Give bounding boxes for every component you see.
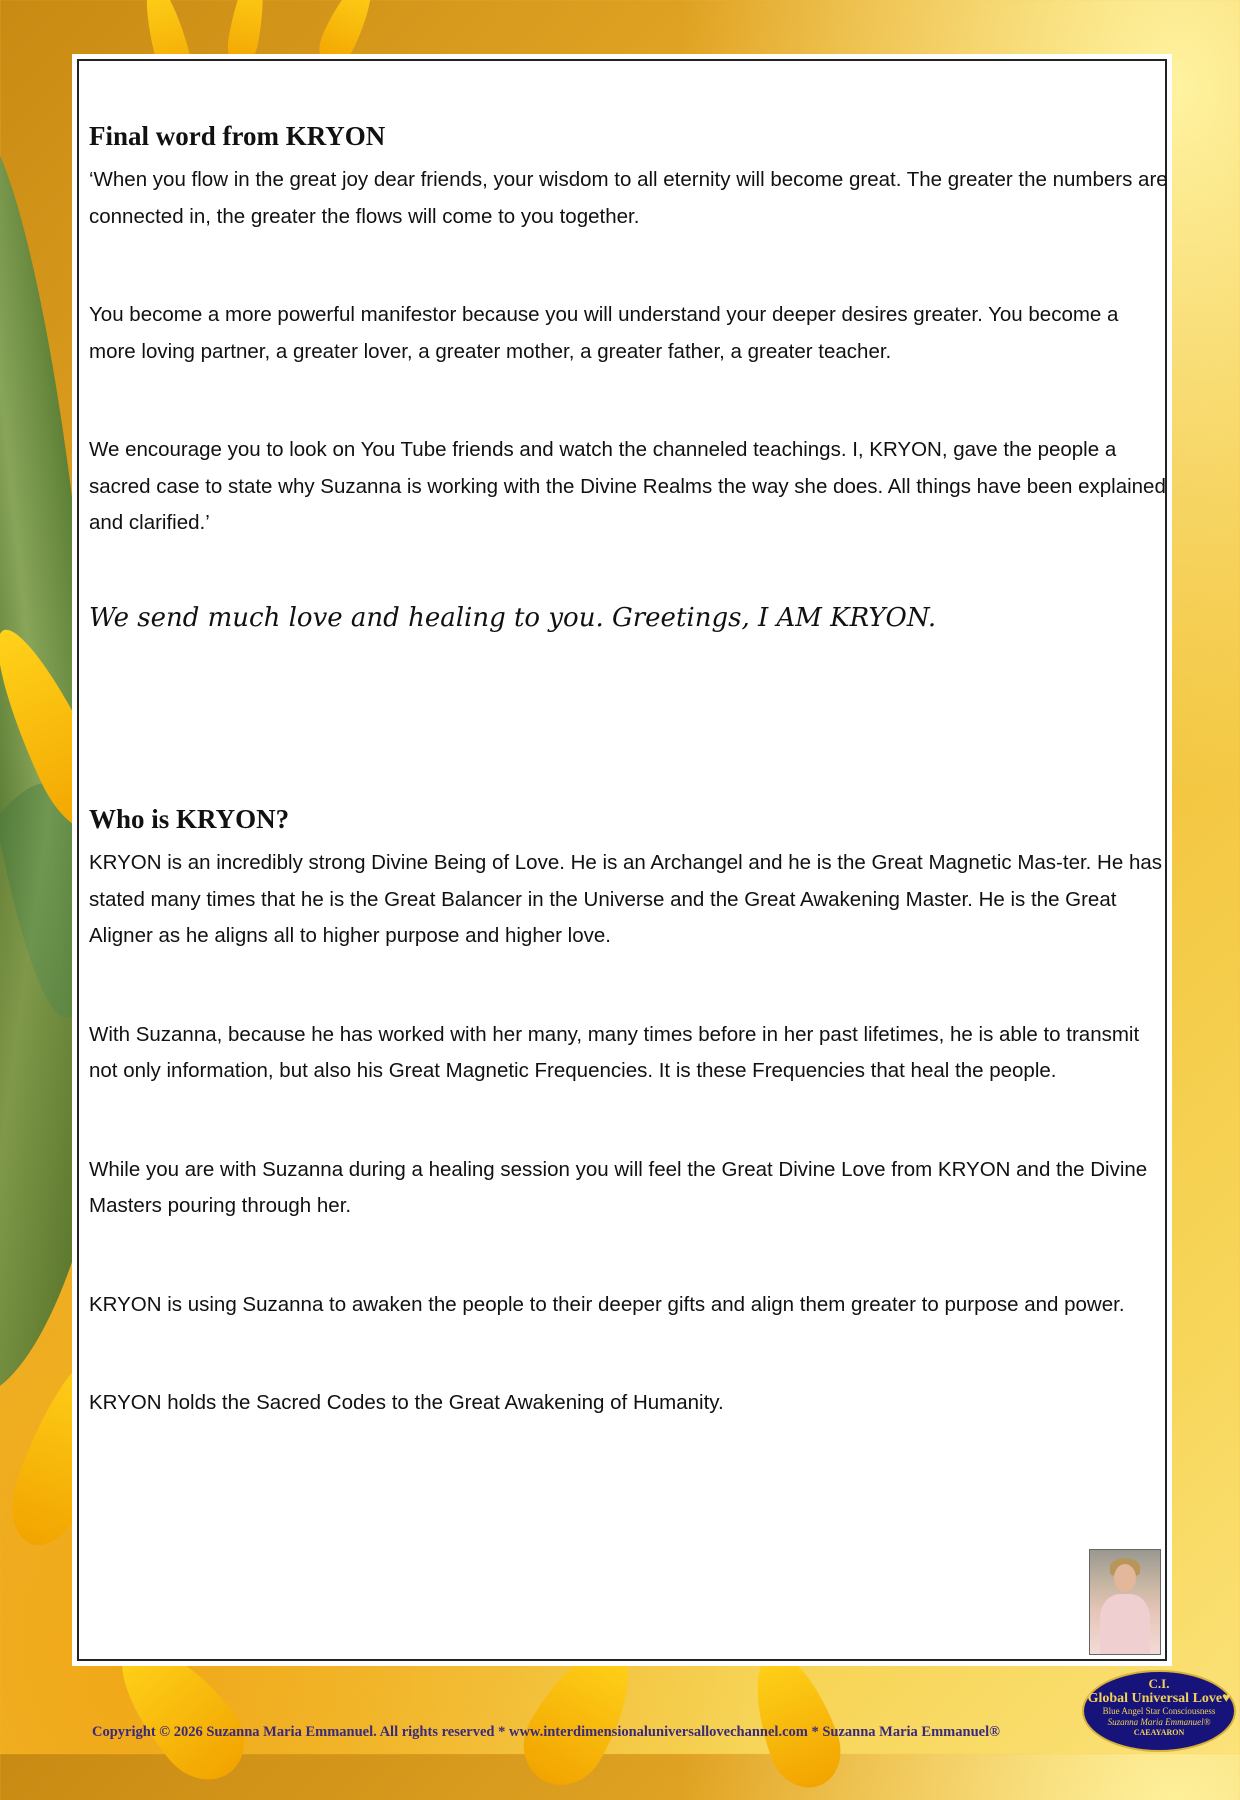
page-border xyxy=(77,59,1167,1661)
page-content xyxy=(89,121,1169,1422)
paragraph: You become a more powerful manifestor because you will understand your deeper desires greater. You become a more loving partner, a greater lover, a greater mother, a greater father, a greater teacher. xyxy=(89,303,1119,363)
paragraph: KRYON is using Suzanna to awaken the people to their deeper gifts and align them greater to purpose and power. xyxy=(89,1292,1125,1316)
copyright-footer: Copyright © 2026 Suzanna Maria Emmanuel. All rights reserved * www.interdimensionaluniversallovechannel.com * Suzanna Maria Emmanuel® xyxy=(92,1724,1000,1740)
brand-logo: C.I. Global Universal Love♥ Blue Angel Star Consciousness Suzanna Maria Emmanuel® CAEAYARON xyxy=(1082,1670,1236,1752)
closing-greeting: We send much love and healing to you. Greetings, I AM KRYON. xyxy=(89,602,937,633)
section-heading-final-word: Final word from KRYON xyxy=(89,121,386,151)
author-photo xyxy=(1089,1549,1161,1655)
paragraph: With Suzanna, because he has worked with her many, many times before in her past lifetimes, he is able to transmit not only information, but also his Great Magnetic Frequencies. It is these Frequencies that heal the people. xyxy=(89,1022,1140,1082)
paragraph: ‘When you flow in the great joy dear friends, your wisdom to all eternity will become great. The greater the numbers are connected in, the greater the flows will come to you together. xyxy=(89,168,1168,228)
section-heading-who-is-kryon: Who is KRYON? xyxy=(89,804,290,834)
paragraph: We encourage you to look on You Tube friends and watch the channeled teachings. I, KRYON, gave the people a sacred case to state why Suzanna is working with the Divine Realms the way she does. All things have been explained and clarified.’ xyxy=(89,438,1166,534)
document-page xyxy=(72,54,1172,1666)
paragraph: While you are with Suzanna during a healing session you will feel the Great Divine Love from KRYON and the Divine Masters pouring through her. xyxy=(89,1157,1148,1217)
paragraph: KRYON is an incredibly strong Divine Being of Love. He is an Archangel and he is the Great Magnetic Mas-ter. He has stated many times that he is the Great Balancer in the Universe and the Great Awakening Master. He is the Great Aligner as he aligns all to higher purpose and higher love. xyxy=(89,851,1163,947)
paragraph: KRYON holds the Sacred Codes to the Great Awakening of Humanity. xyxy=(89,1391,724,1414)
